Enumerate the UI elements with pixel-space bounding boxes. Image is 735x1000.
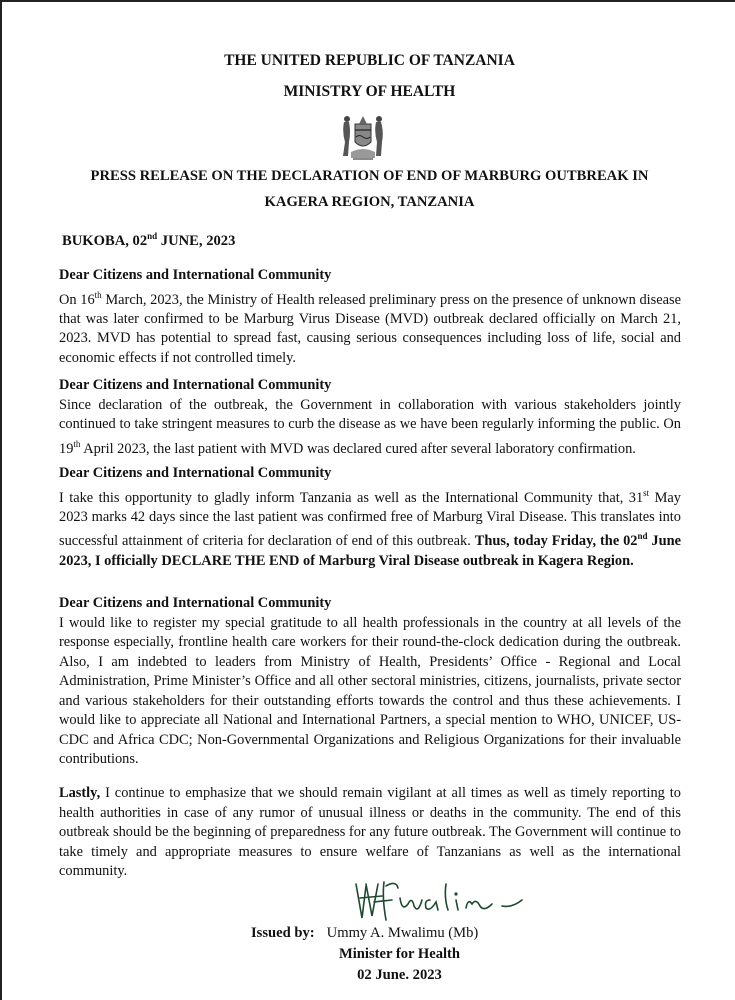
paragraph-gratitude (59, 594, 681, 770)
press-release-title-line-2: KAGERA REGION, TANZANIA (264, 194, 475, 210)
superscript: th (73, 438, 81, 449)
paragraph-body (59, 484, 681, 572)
salutation: Dear Citizens and International Community (59, 377, 332, 393)
dateline-sup: nd (147, 231, 158, 241)
bold-lead: Lastly, (59, 785, 101, 801)
salutation: Dear Citizens and International Community (59, 595, 332, 611)
paragraph-body: I would like to register my special gratitude to all health professionals in the country at all levels of the response especially, frontline health care workers for their round-the-clock dedication during the outbreak. Also, I am indebted to leaders from Ministry of Health, Presidents’ Office - Regional and Local Administration, Prime Minister’s Office and all other sectoral ministries, citizens, journalists, private sector and various stakeholders for their outstanding efforts towards the control and thus these achievements. I would like to appreciate all National and International Partners, a special mention to WHO, UNICEF, US- CDC and Africa CDC; Non-Governmental Organizations and Religious Organizations for their invaluable contributions. (59, 614, 681, 767)
dateline (62, 231, 235, 250)
superscript: th (94, 289, 102, 300)
text-run: May 2023 marks 42 days since the last patient was confirmed free of Marburg Viral Disease. This translates into successful attainment of criteria for declaration of end of this outbreak. (59, 489, 681, 550)
bold-declaration: Thus, today Friday, the 02 (474, 533, 638, 550)
issued-by-label: Issued by: (251, 925, 315, 941)
issued-by-line (251, 925, 478, 942)
paragraph-outbreak-announcement (59, 266, 681, 368)
paragraph-body (59, 286, 681, 369)
ministry-heading: MINISTRY OF HEALTH (283, 83, 456, 100)
text-run: Since declaration of the outbreak, the Government in collaboration with various stakeholders jointly continued to take stringent measures to curb the disease as we have been regularly informing the public. On 19 (59, 396, 681, 457)
superscript: nd (637, 531, 648, 542)
issuer-name: Ummy A. Mwalimu (Mb) (326, 925, 479, 941)
superscript: st (643, 487, 650, 498)
press-release-title-line-1: PRESS RELEASE ON THE DECLARATION OF END OF MARBURG OUTBREAK IN (90, 168, 649, 184)
text-run: April 2023, the last patient with MVD was declared cured after several laboratory confirmation. (80, 440, 636, 457)
text-run: I take this opportunity to gladly inform Tanzania as well as the International Community that, 31 (59, 489, 644, 506)
issuer-role: Minister for Health (338, 946, 461, 962)
text-run: I continue to emphasize that we should remain vigilant at all times as well as timely reporting to health authorities in case of any rumor of unusual illness or deaths in the community. The end of this outbreak should be the beginning of preparedness for any future outbreak. The Government will continue to take timely and appropriate measures to ensure welfare of Tanzanians as well as the international community. (59, 785, 681, 879)
signature-icon (352, 878, 552, 924)
paragraph-end-declaration (59, 464, 681, 571)
dateline-prefix: BUKOBA, 02 (62, 232, 148, 249)
paragraph-closing (59, 784, 681, 882)
paragraph-government-measures (59, 376, 681, 459)
text-run: March, 2023, the Ministry of Health released preliminary press on the presence of unknown disease that was later confirmed to be Marburg Virus Disease (MVD) outbreak declared officially on March 21, 2023. MVD has potential to spread fast, causing serious consequences including loss of life, social and economic effects if not controlled timely. (59, 291, 681, 366)
dateline-suffix: JUNE, 2023 (157, 232, 236, 249)
issue-date: 02 June. 2023 (357, 967, 442, 983)
salutation: Dear Citizens and International Community (59, 267, 332, 283)
country-heading: THE UNITED REPUBLIC OF TANZANIA (224, 52, 515, 69)
text-run: On 16 (59, 291, 95, 308)
paragraph-body (59, 396, 681, 459)
paragraph-body (59, 784, 681, 882)
salutation: Dear Citizens and International Community (59, 465, 332, 481)
coat-of-arms-icon (339, 112, 387, 162)
bold-declaration: June 2023, I officially DECLARE THE END of Marburg Viral Disease outbreak in Kagera Region. (59, 533, 682, 569)
